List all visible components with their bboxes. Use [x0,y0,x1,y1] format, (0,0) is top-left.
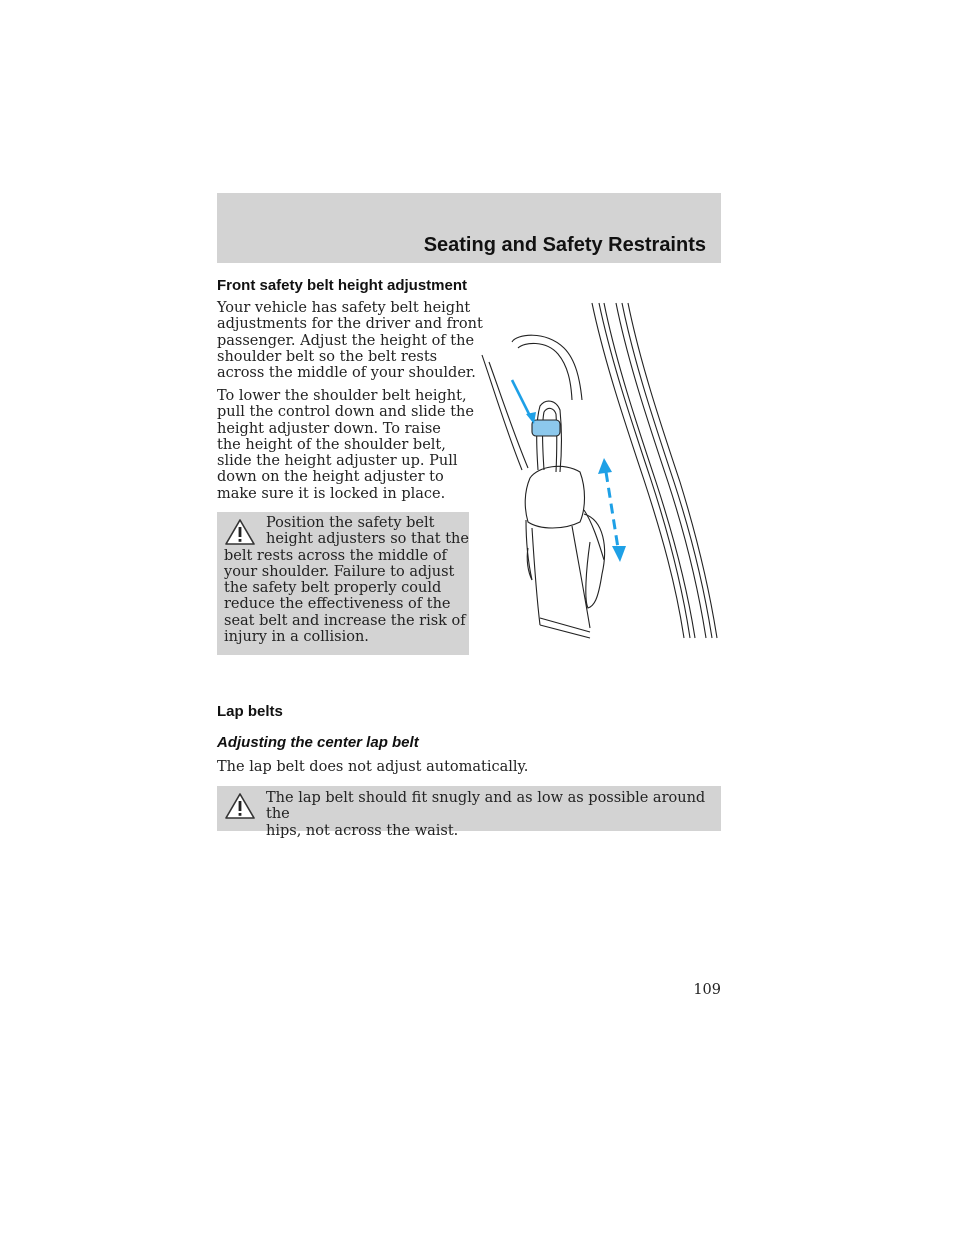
warning-text-lead [266,515,469,548]
text-line: down on the height adjuster to [217,469,444,486]
text-line: passenger. Adjust the height of the [217,332,475,349]
text-line: height adjusters so that the [266,531,469,548]
height-adjuster-control [532,420,560,436]
warning-triangle-icon [224,518,256,546]
text-line: the safety belt properly could [224,580,442,597]
text-line: your shoulder. Failure to adjust [224,563,455,580]
text-line: reduce the effectiveness of the [224,596,451,613]
paragraph-instructions [217,388,474,502]
heading-lap-belts: Lap belts [217,703,283,720]
section-header-band [217,193,721,263]
page-number: 109 [693,982,721,998]
warning-triangle-icon [224,792,256,820]
text-line: To lower the shoulder belt height, [217,388,467,404]
text-line: adjustments for the driver and front [217,316,483,333]
text-line: height adjuster down. To raise [217,420,441,437]
warning-box-lap-belt [217,786,721,839]
text-line: Your vehicle has safety belt height [217,300,471,316]
warning-text-body [224,548,466,646]
text-line: seat belt and increase the risk of [224,612,466,629]
text-line: Position the safety belt [266,515,435,531]
paragraph-intro [217,300,483,381]
text-line: slide the height adjuster up. Pull [217,453,458,470]
text-line: hips, not across the waist. [266,822,459,839]
subheading-center-lap-belt: Adjusting the center lap belt [217,734,419,751]
text-line: across the middle of your shoulder. [217,365,476,382]
warning-text-lap-belt [266,790,721,839]
text-line: make sure it is locked in place. [217,485,446,502]
section-title: Seating and Safety Restraints [423,234,706,256]
text-line: shoulder belt so the belt rests [217,348,438,365]
text-line: injury in a collision. [224,629,369,646]
text-line: the height of the shoulder belt, [217,436,446,453]
text-line: pull the control down and slide the [217,404,474,421]
text-line: belt rests across the middle of [224,547,447,564]
paragraph-lap-belt: The lap belt does not adjust automatically. [217,759,529,775]
warning-box-height-adjust [217,512,469,655]
heading-front-belt-height: Front safety belt height adjustment [217,277,468,294]
text-line: The lap belt should fit snugly and as low as possible around the [266,790,706,823]
belt-height-adjuster-illustration [476,300,724,642]
